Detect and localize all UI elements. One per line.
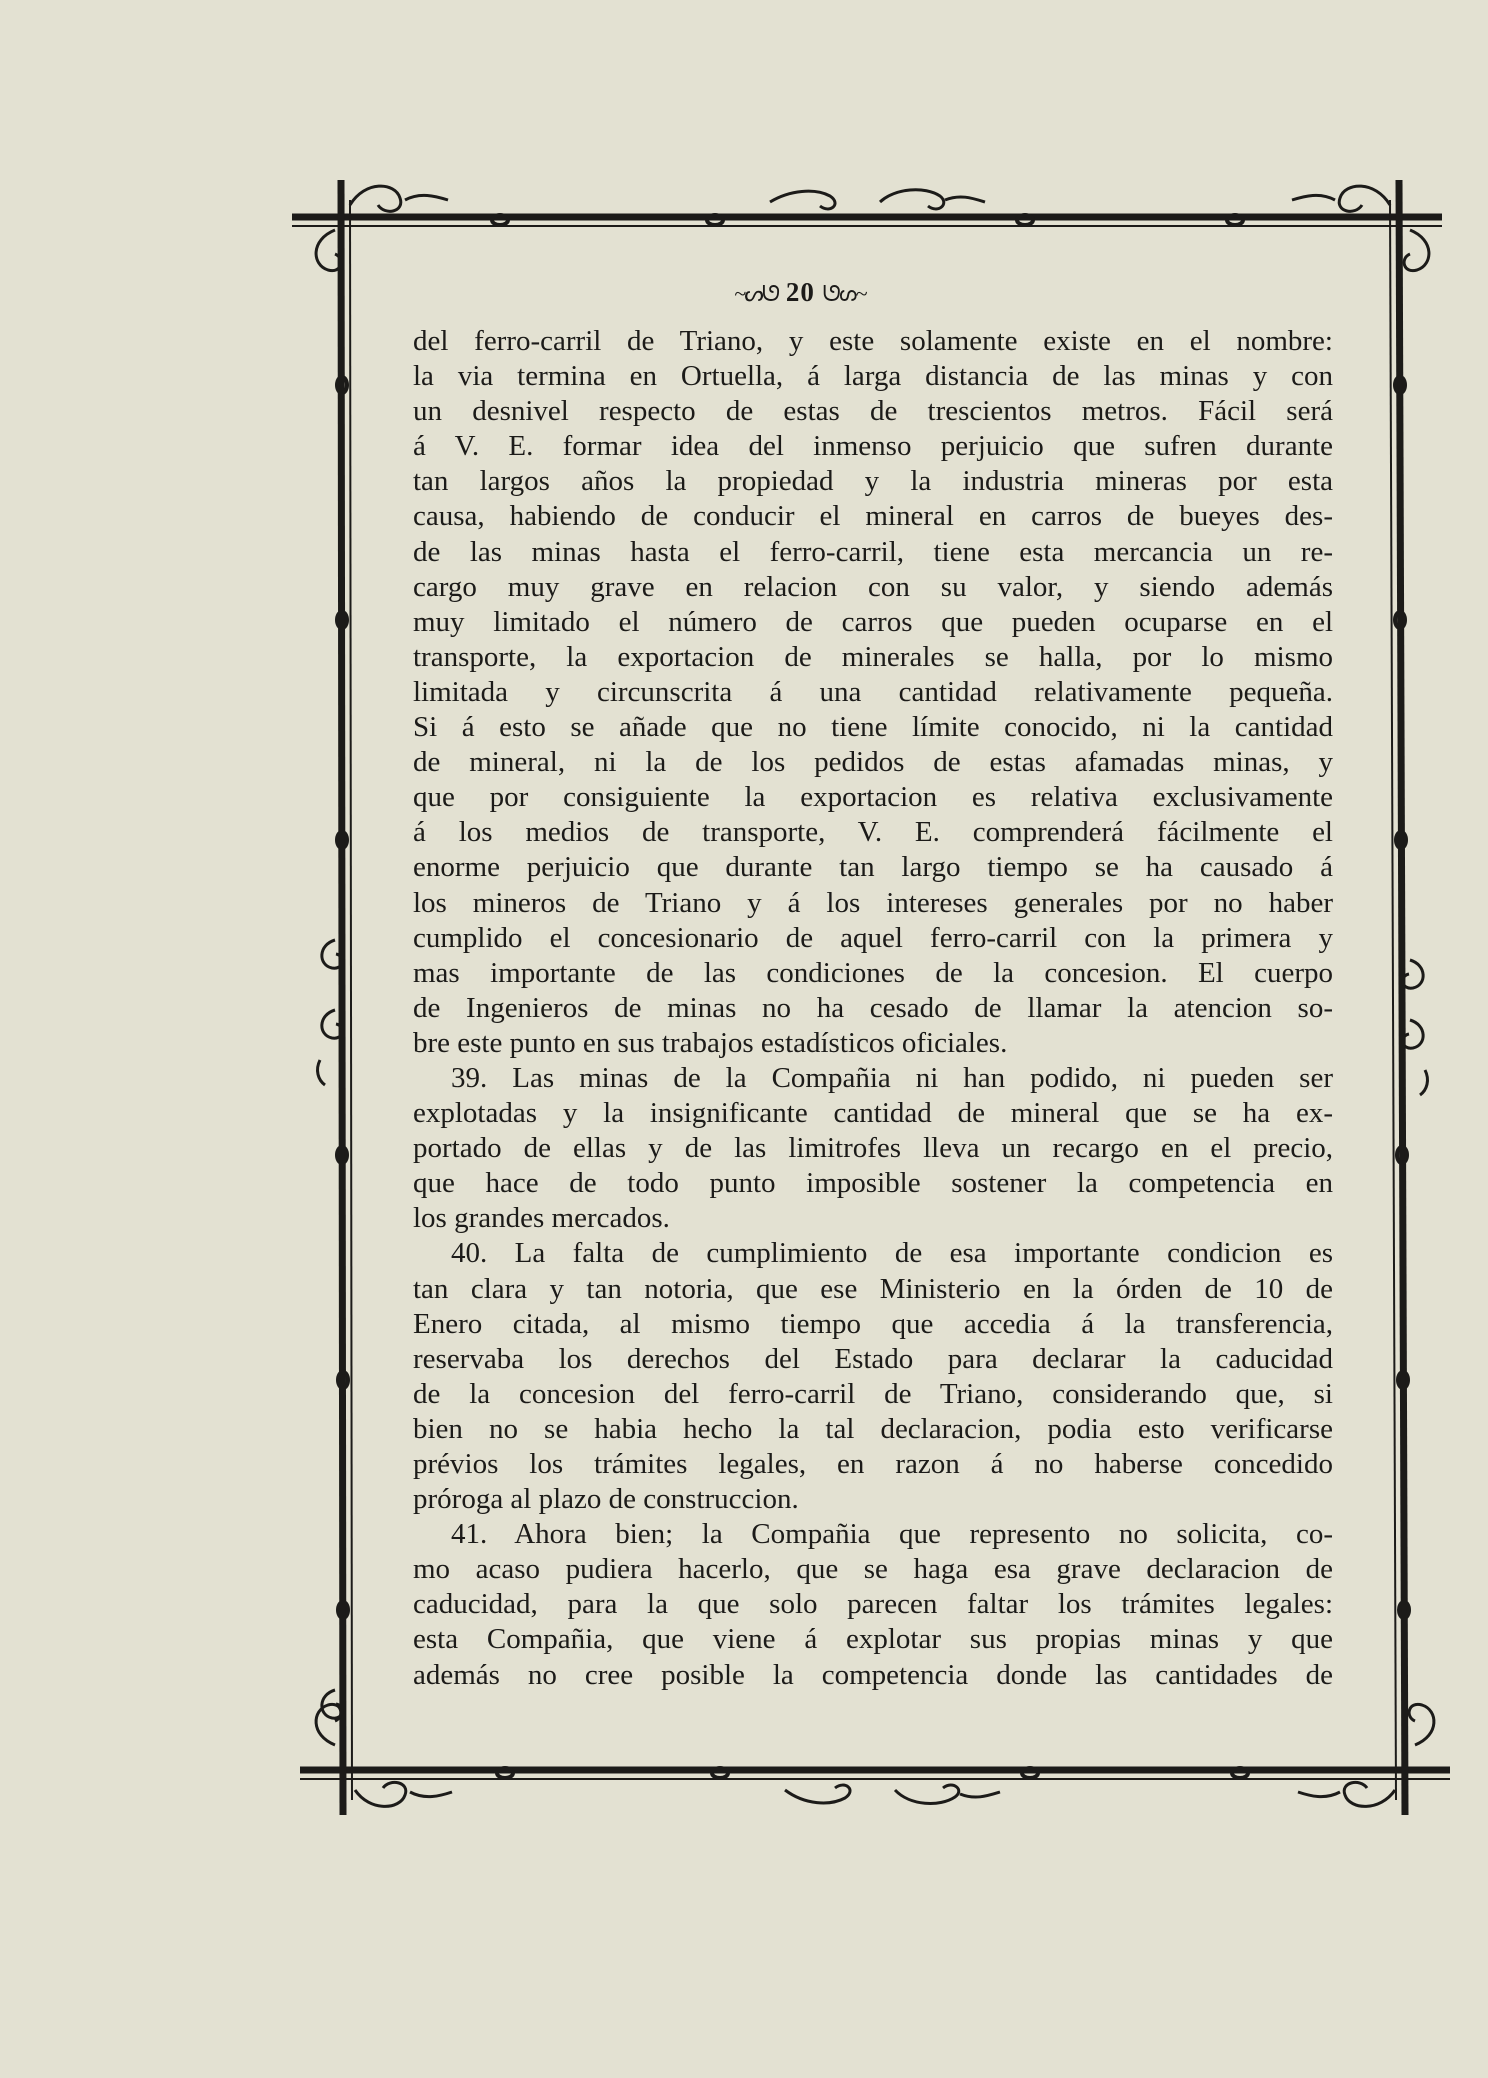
- paragraph-40-start: 40. La falta de cumplimiento de esa importante condicion es: [451, 1237, 1333, 1270]
- text-line: un desnivel respecto de estas de trescientos metros. Fácil será: [413, 395, 1333, 428]
- text-line: cumplido el concesionario de aquel ferro-carril con la primera y: [413, 921, 1333, 954]
- text-line: prévios los trámites legales, en razon á no haberse concedido: [413, 1448, 1333, 1480]
- text-line: reservaba los derechos del Estado para declarar la caducidad: [413, 1342, 1333, 1375]
- corner-flourish-bottom-left: [316, 1704, 452, 1806]
- text-line: portado de ellas y de las limitrofes lleva un recargo en el precio,: [413, 1132, 1333, 1165]
- corner-flourish-top-left: [316, 186, 448, 271]
- left-rail: [341, 180, 343, 1815]
- text-line: muy limitado el número de carros que pueden ocuparse en el: [413, 605, 1333, 638]
- text-line: de Ingenieros de minas no ha cesado de llamar la atencion so-: [413, 991, 1333, 1024]
- paragraph-41-start: 41. Ahora bien; la Compañia que represento no solicita, co-: [451, 1518, 1333, 1551]
- text-line: cargo muy grave en relacion con su valor, y siendo además: [413, 570, 1333, 603]
- text-line: á V. E. formar idea del inmenso perjuicio que sufren durante: [413, 430, 1333, 463]
- corner-flourish-bottom-right: [1298, 1704, 1434, 1806]
- corner-flourish-top-right: [1292, 186, 1429, 271]
- text-line: caducidad, para la que solo parecen faltar los trámites legales:: [413, 1588, 1333, 1621]
- text-line: que hace de todo punto imposible sostener la competencia en: [413, 1167, 1333, 1200]
- text-line: tan largos años la propiedad y la industria mineras por esta: [413, 465, 1333, 498]
- text-line: enorme perjuicio que durante tan largo tiempo se ha causado á: [413, 851, 1333, 884]
- text-line: bien no se habia hecho la tal declaracion, podia esto verificarse: [413, 1412, 1333, 1445]
- page-number-ornament-left: ~ᔕᘎ: [734, 281, 779, 306]
- page-number: 20: [785, 277, 815, 307]
- text-line: próroga al plazo de construccion.: [413, 1483, 799, 1516]
- text-line: además no cree posible la competencia donde las cantidades de: [413, 1658, 1333, 1691]
- text-line: de mineral, ni la de los pedidos de estas afamadas minas, y: [413, 746, 1333, 779]
- text-line: los grandes mercados.: [413, 1202, 670, 1235]
- text-line: los mineros de Triano y á los intereses generales por no haber: [413, 886, 1333, 919]
- right-side-swirls: [1403, 960, 1428, 1095]
- text-line: Si á esto se añade que no tiene límite conocido, ni la cantidad: [413, 711, 1333, 744]
- text-line: transporte, la exportacion de minerales se halla, por lo mismo: [413, 640, 1333, 673]
- text-line: de la concesion del ferro-carril de Triano, considerando que, si: [413, 1377, 1333, 1410]
- text-line: mo acaso pudiera hacerlo, que se haga esa grave declaracion de: [413, 1553, 1333, 1586]
- text-line: tan clara y tan notoria, que ese Ministerio en la órden de 10 de: [413, 1272, 1333, 1305]
- body-text: [413, 324, 1333, 1714]
- bottom-center-flourish: [785, 1785, 1000, 1803]
- paragraph-39-start: 39. Las minas de la Compañia ni han podido, ni pueden ser: [451, 1061, 1333, 1094]
- text-line: Enero citada, al mismo tiempo que accedia á la transferencia,: [413, 1307, 1333, 1340]
- text-line: esta Compañia, que viene á explotar sus propias minas y que: [413, 1623, 1333, 1656]
- text-line: de las minas hasta el ferro-carril, tiene esta mercancia un re-: [413, 535, 1333, 568]
- page-number-ornament-right: ᘎᔕ~: [822, 281, 866, 306]
- text-line: del ferro-carril de Triano, y este solamente existe en el nombre:: [413, 325, 1333, 357]
- top-center-flourish: [770, 190, 985, 209]
- text-line: explotadas y la insignificante cantidad de mineral que se ha ex-: [413, 1097, 1333, 1130]
- text-line: causa, habiendo de conducir el mineral en carros de bueyes des-: [413, 500, 1333, 533]
- right-rail: [1399, 180, 1405, 1815]
- text-line: bre este punto en sus trabajos estadísticos oficiales.: [413, 1026, 1008, 1059]
- text-line: que por consiguiente la exportacion es relativa exclusivamente: [413, 781, 1333, 814]
- page-number-header: [640, 277, 960, 308]
- text-line: á los medios de transporte, V. E. comprenderá fácilmente el: [413, 816, 1333, 849]
- text-line: mas importante de las condiciones de la concesion. El cuerpo: [413, 956, 1333, 989]
- text-line: limitada y circunscrita á una cantidad relativamente pequeña.: [413, 675, 1333, 708]
- text-line: la via termina en Ortuella, á larga distancia de las minas y con: [413, 360, 1333, 393]
